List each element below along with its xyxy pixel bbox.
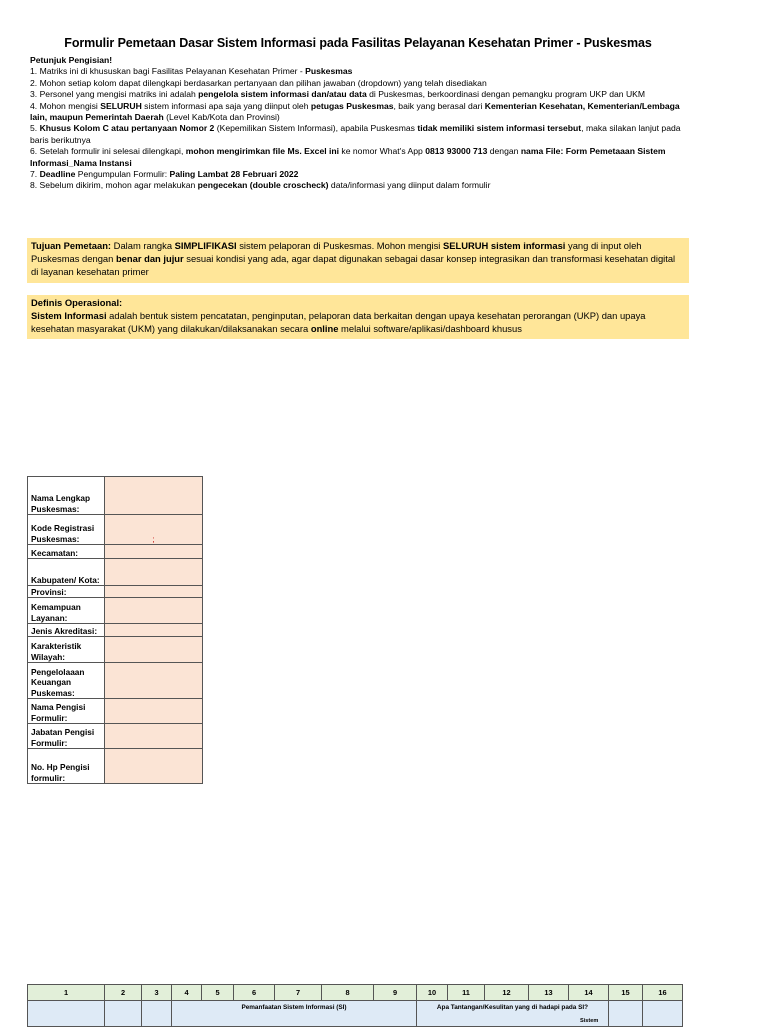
instruction-item-5: 5. Khusus Kolom C atau pertanyaan Nomor 2 (Kepemilikan Sistem Informasi), apabila Puskesmas tidak memiliki sistem informasi tersebut, maka silakan lanjut pada baris berikutnya bbox=[30, 123, 681, 145]
nama-puskesmas-field[interactable] bbox=[105, 477, 203, 515]
pengelolaan-keuangan-field[interactable] bbox=[105, 663, 203, 699]
col-number: 1 bbox=[28, 985, 105, 1001]
field-label: Kabupaten/ Kota: bbox=[28, 559, 105, 586]
col-number: 12 bbox=[485, 985, 529, 1001]
instructions-heading: Petunjuk Pengisian! bbox=[30, 55, 113, 65]
instruction-item-7: 7. Deadline Pengumpulan Formulir: Paling Lambat 28 Februari 2022 bbox=[30, 169, 299, 180]
instruction-item-6: 6. Setelah formulir ini selesai dilengkapi, mohon mengirimkan file Ms. Excel ini ke nomor What's App 0813 93000 713 dengan nama File: Form Pemetaaan Sistem Informasi_Nama Instansi bbox=[30, 146, 666, 168]
field-label: Jenis Akreditasi: bbox=[28, 624, 105, 637]
kode-registrasi-field[interactable]: ; bbox=[105, 515, 203, 545]
col-number: 8 bbox=[322, 985, 374, 1001]
col-number: 5 bbox=[202, 985, 234, 1001]
col-number: 7 bbox=[275, 985, 322, 1001]
instruction-item-2: 2. Mohon setiap kolom dapat dilengkapi berdasarkan pertanyaan dan pilihan jawaban (dropdown) yang telah disediakan bbox=[30, 77, 487, 88]
puskesmas-identity-form bbox=[27, 476, 203, 784]
tujuan-label: Tujuan Pemetaan: bbox=[31, 240, 112, 251]
field-label: Pengelolaaan Keuangan Puskemas: bbox=[28, 663, 105, 699]
instruction-item-8: 8. Sebelum dikirim, mohon agar melakukan pengecekan (double croscheck) data/informasi yang diinput dalam formulir bbox=[30, 180, 491, 191]
col-number: 11 bbox=[448, 985, 485, 1001]
col-number: 6 bbox=[234, 985, 275, 1001]
kecamatan-field[interactable] bbox=[105, 545, 203, 559]
field-label: Nama Pengisi Formulir: bbox=[28, 699, 105, 724]
header-cell bbox=[28, 1001, 105, 1027]
field-label: Provinsi: bbox=[28, 586, 105, 598]
col-number: 9 bbox=[374, 985, 417, 1001]
kemampuan-layanan-field[interactable] bbox=[105, 598, 203, 624]
no-hp-pengisi-field[interactable] bbox=[105, 749, 203, 784]
header-cell bbox=[142, 1001, 172, 1027]
definisi-operasional-box: Definis Operasional: Sistem Informasi adalah bentuk sistem pencatatan, penginputan, pelaporan data berkaitan dengan upaya kesehatan perorangan (UKP) dan upaya kesehatan masyarakat (UKM) yang dilakukan/dilaksanakan secara online melalui software/aplikasi/dashboard khusus bbox=[27, 295, 689, 339]
col-number: 10 bbox=[417, 985, 448, 1001]
nama-pengisi-field[interactable] bbox=[105, 699, 203, 724]
field-label: Kecamatan: bbox=[28, 545, 105, 559]
sistem-fragment: Sistem bbox=[580, 1018, 599, 1024]
field-label: No. Hp Pengisi formulir: bbox=[28, 749, 105, 784]
col-number: 4 bbox=[172, 985, 202, 1001]
header-cell bbox=[609, 1001, 643, 1027]
field-label: Nama Lengkap Puskesmas: bbox=[28, 477, 105, 515]
col-number: 13 bbox=[529, 985, 569, 1001]
col-number: 2 bbox=[105, 985, 142, 1001]
provinsi-field[interactable] bbox=[105, 586, 203, 598]
column-number-row bbox=[28, 985, 683, 1001]
col-number: 3 bbox=[142, 985, 172, 1001]
pemanfaatan-group-header: Pemanfaatan Sistem Informasi (SI) bbox=[172, 1001, 417, 1027]
instructions-section bbox=[30, 55, 692, 192]
jenis-akreditasi-field[interactable] bbox=[105, 624, 203, 637]
header-cell bbox=[105, 1001, 142, 1027]
field-label: Karakteristik Wilayah: bbox=[28, 637, 105, 663]
jabatan-pengisi-field[interactable] bbox=[105, 724, 203, 749]
instruction-item-1: 1. Matriks ini di khususkan bagi Fasilitas Pelayanan Kesehatan Primer - Puskesmas bbox=[30, 66, 353, 77]
page-title: Formulir Pemetaan Dasar Sistem Informasi pada Fasilitas Pelayanan Kesehatan Primer - Puskesmas bbox=[64, 36, 652, 50]
field-label: Jabatan Pengisi Formulir: bbox=[28, 724, 105, 749]
header-cell bbox=[643, 1001, 683, 1027]
instruction-item-4: 4. Mohon mengisi SELURUH sistem informasi apa saja yang diinput oleh petugas Puskesmas, baik yang berasal dari Kementerian Kesehatan, Kementerian/Lembaga lain, maupun Pemerintah Daerah (Level Kab/Kota dan Provinsi) bbox=[30, 100, 680, 123]
kabupaten-kota-field[interactable] bbox=[105, 559, 203, 586]
tujuan-pemetaan-box: Tujuan Pemetaan: Dalam rangka SIMPLIFIKASI sistem pelaporan di Puskesmas. Mohon mengisi SELURUH sistem informasi yang di input oleh Puskesmas dengan benar dan jujur sesuai kondisi yang ada, agar dapat digunakan sebagai dasar konsep integrasikan dan transformasi kesehatan digital di layanan kesehatan primer bbox=[27, 238, 689, 283]
tantangan-group-header: Apa Tantangan/Kesulitan yang di hadapi pada SI? bbox=[417, 1001, 609, 1027]
col-number: 15 bbox=[609, 985, 643, 1001]
field-label: Kode Registrasi Puskesmas: bbox=[28, 515, 105, 545]
col-number: 16 bbox=[643, 985, 683, 1001]
instruction-item-3: 3. Personel yang mengisi matriks ini adalah pengelola sistem informasi dan/atau data di Puskesmas, berkoordinasi dengan pemangku program UKP dan UKM bbox=[30, 89, 646, 100]
definisi-label: Definis Operasional: bbox=[31, 297, 123, 308]
karakteristik-wilayah-field[interactable] bbox=[105, 637, 203, 663]
col-number: 14 bbox=[569, 985, 609, 1001]
field-label: Kemampuan Layanan: bbox=[28, 598, 105, 624]
